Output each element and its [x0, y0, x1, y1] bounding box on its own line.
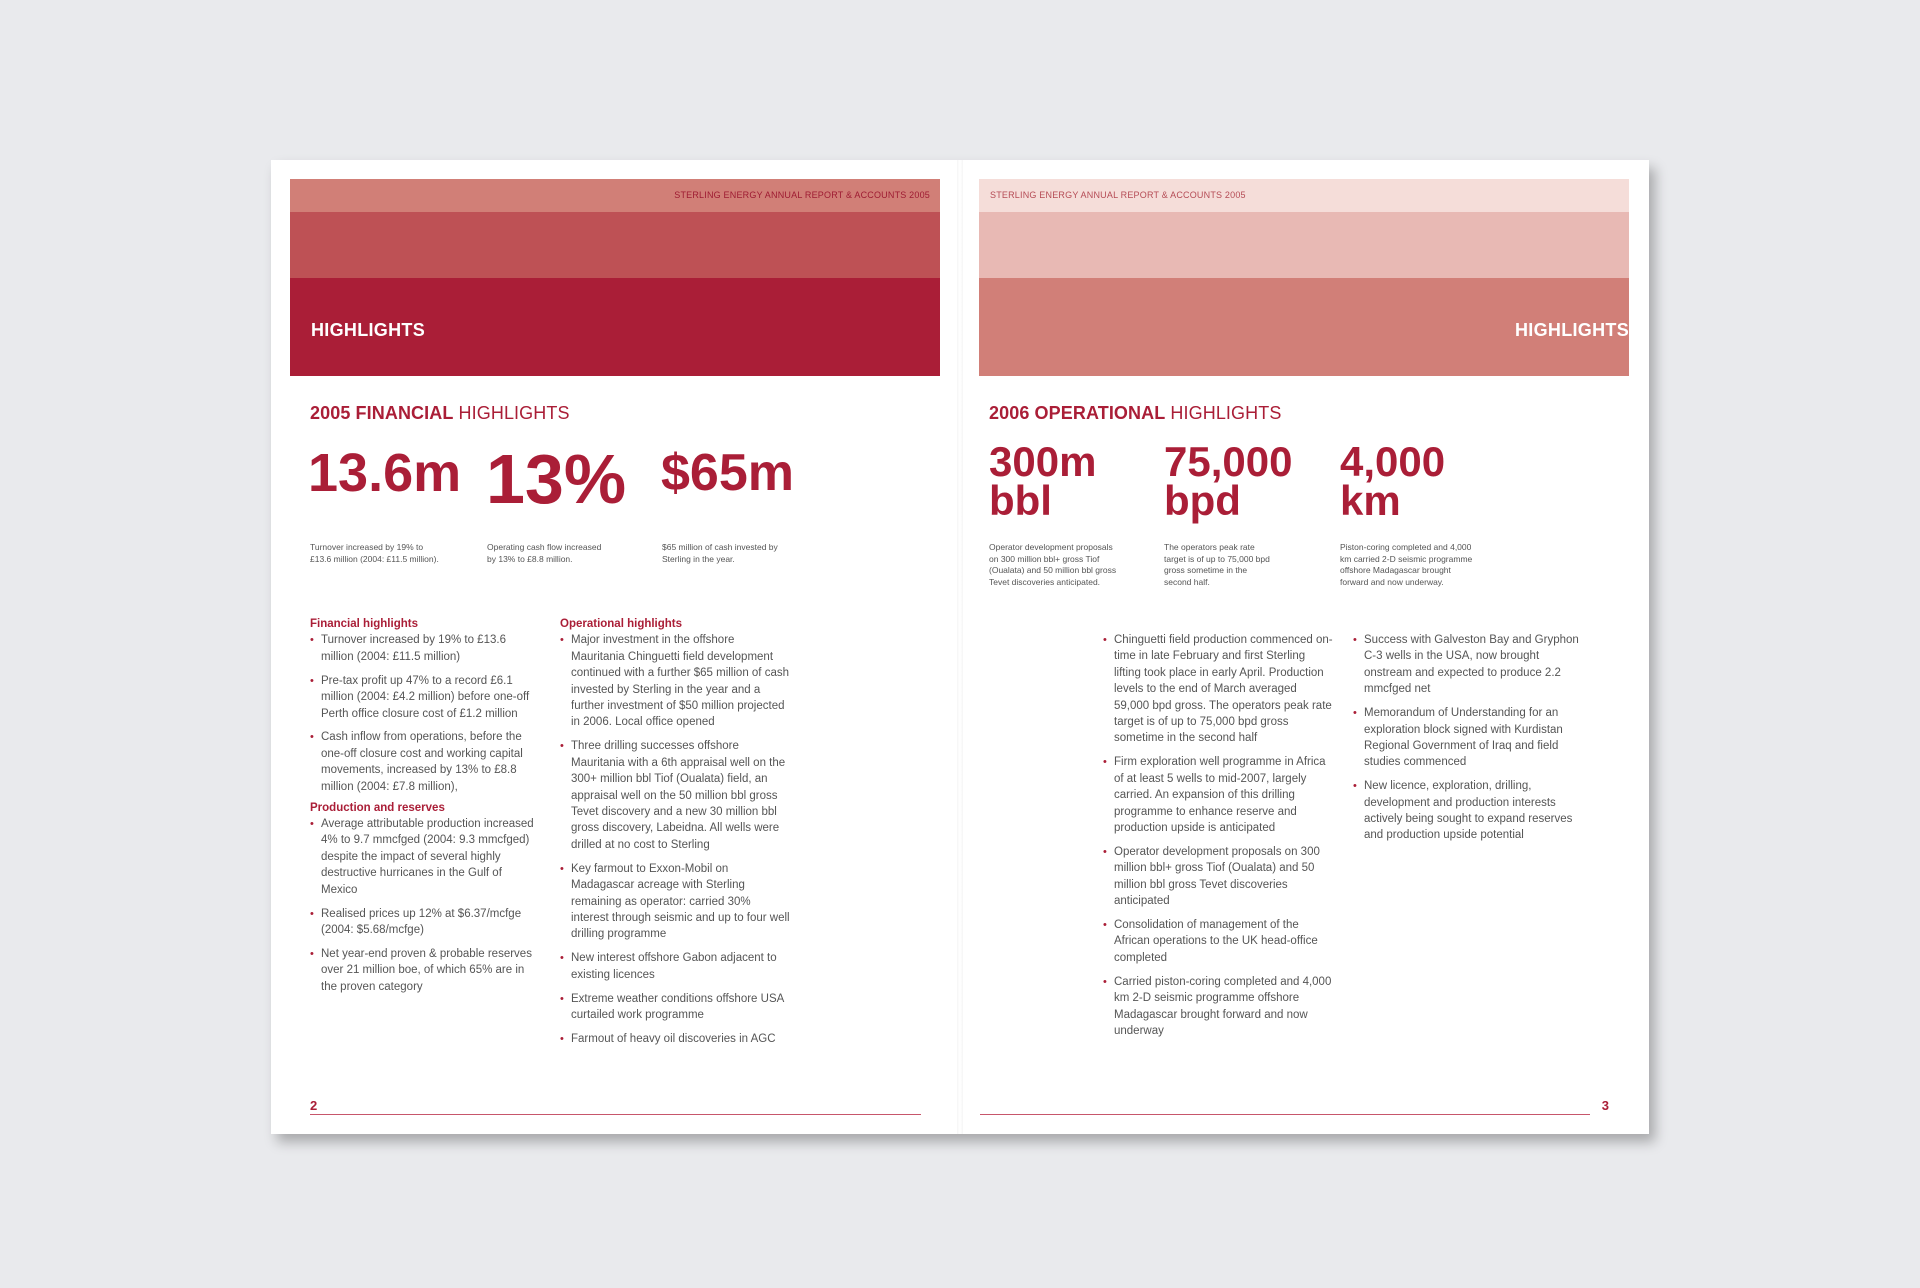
- list-item: • Farmout of heavy oil discoveries in AGC: [560, 1031, 790, 1047]
- stat-caption: Operating cash flow increased by 13% to £8.8 million.: [487, 542, 602, 564]
- list-item: • Net year-end proven & probable reserves over 21 million boe, of which 65% are in the proven category: [310, 946, 540, 995]
- right-page-number: 3: [1601, 1098, 1609, 1113]
- list-item: • New interest offshore Gabon adjacent to existing licences: [560, 950, 790, 983]
- right-stat-peak-rate: [1164, 438, 1293, 587]
- right-column-1: [1103, 632, 1333, 1047]
- left-running-head: STERLING ENERGY ANNUAL REPORT & ACCOUNTS 2005: [674, 190, 930, 200]
- financial-highlights-list: [310, 632, 540, 795]
- stat-caption: Turnover increased by 19% to £13.6 million (2004: £11.5 million).: [310, 542, 439, 564]
- stat-value: 13%: [486, 440, 627, 518]
- list-item: • Three drilling successes offshore Mauritania with a 6th appraisal well on the 300+ million bbl Tiof (Oualata) field, an appraisal well on the 50 million bbl gross Tevet discovery and a new 30 million bbl gross discovery, Labeidna. All wells were drilled at no cost to Sterling: [560, 738, 790, 853]
- left-footer-rule: [310, 1114, 921, 1115]
- financial-highlights-heading: Financial highlights: [310, 618, 418, 630]
- stat-value: 13.6m: [308, 443, 462, 503]
- list-item: • Realised prices up 12% at $6.37/mcfge (2004: $5.68/mcfge): [310, 906, 540, 939]
- list-item: • Turnover increased by 19% to £13.6 million (2004: £11.5 million): [310, 632, 540, 665]
- left-section-title-strong: 2005 FINANCIAL: [310, 403, 454, 423]
- left-page-number: 2: [310, 1098, 318, 1113]
- list-item: • Firm exploration well programme in Africa of at least 5 wells to mid-2007, largely carried. An expansion of this drilling programme to enhance reserve and production upside is anticipated: [1103, 754, 1333, 836]
- stat-caption: Operator development proposals on 300 million bbl+ gross Tiof (Oualata) and 50 million bbl gross Tevet discoveries anticipated.: [989, 542, 1117, 587]
- list-item: • Memorandum of Understanding for an exploration block signed with Kurdistan Regional Government of Iraq and field studies commenced: [1353, 705, 1585, 771]
- list-item: • Consolidation of management of the African operations to the UK head-office completed: [1103, 917, 1333, 966]
- list-item: • Extreme weather conditions offshore USA curtailed work programme: [560, 991, 790, 1024]
- left-stat-turnover: [308, 442, 462, 564]
- right-column-2: [1353, 632, 1585, 851]
- list-item: • Pre-tax profit up 47% to a record £6.1 million (2004: £4.2 million) before one-off Perth office closure cost of £1.2 million: [310, 673, 540, 722]
- right-section-title-light: HIGHLIGHTS: [1170, 403, 1282, 423]
- operational-2006-list-2: [1353, 632, 1585, 844]
- list-item: • Cash inflow from operations, before the one-off closure cost and working capital movements, increased by 13% to £8.8 million (2004: £7.8 million),: [310, 729, 540, 795]
- list-item: • Major investment in the offshore Mauritania Chinguetti field development continued with a further $65 million of cash invested by Sterling in the year and a further investment of $50 million projected in 2006. Local office opened: [560, 632, 790, 730]
- right-stat-reserves: [989, 438, 1117, 587]
- list-item: • Success with Galveston Bay and Gryphon C-3 wells in the USA, now brought onstream and expected to produce 2.2 mmcfged net: [1353, 632, 1585, 698]
- right-page: [960, 160, 1649, 1134]
- left-section-title-light: HIGHLIGHTS: [458, 403, 570, 423]
- right-running-head: STERLING ENERGY ANNUAL REPORT & ACCOUNTS 2005: [990, 190, 1246, 200]
- stat-caption: The operators peak rate target is of up to 75,000 bpd gross sometime in the second half.: [1164, 542, 1270, 587]
- report-spread: [271, 160, 1649, 1134]
- list-item: • Operator development proposals on 300 million bbl+ gross Tiof (Oualata) and 50 million bbl gross Tevet discoveries anticipated: [1103, 844, 1333, 910]
- right-section-title-strong: 2006 OPERATIONAL: [989, 403, 1166, 423]
- left-banner-title: HIGHLIGHTS: [311, 320, 425, 340]
- right-banner-mid: [979, 212, 1629, 278]
- stat-value: $65m: [661, 444, 794, 502]
- operational-2006-list-1: [1103, 632, 1333, 1039]
- left-stat-investment: [661, 442, 794, 564]
- list-item: • Average attributable production increased 4% to 9.7 mmcfged (2004: 9.3 mmcfged) despite the impact of several highly destructive hurricanes in the Gulf of Mexico: [310, 816, 540, 898]
- left-page: [271, 160, 960, 1134]
- stat-caption: Piston-coring completed and 4,000 km carried 2-D seismic programme offshore Madagascar brought forward and now underway.: [1340, 542, 1473, 587]
- list-item: • New licence, exploration, drilling, development and production interests actively being sought to expand reserves and production upside potential: [1353, 778, 1585, 844]
- stat-value: 75,000 bpd: [1164, 438, 1293, 524]
- right-section-title: [989, 403, 1281, 424]
- right-banner-title: HIGHLIGHTS: [1515, 320, 1629, 340]
- list-item: • Carried piston-coring completed and 4,000 km 2-D seismic programme offshore Madagascar brought forward and now underway: [1103, 974, 1333, 1040]
- left-column-operational: [560, 616, 790, 1055]
- list-item: • Chinguetti field production commenced on-time in late February and first Sterling lifting took place in early April. Production levels to the end of March averaged 59,000 bpd gross. The operators peak rate target is of up to 75,000 bpd gross sometime in the second half: [1103, 632, 1333, 747]
- left-banner-mid: [290, 212, 940, 278]
- stat-caption: $65 million of cash invested by Sterling in the year.: [662, 542, 778, 564]
- stat-value: 4,000 km: [1340, 438, 1446, 524]
- right-footer-rule: [980, 1114, 1590, 1115]
- left-section-title: [310, 403, 570, 424]
- stat-value: 300m bbl: [989, 438, 1097, 524]
- spread-gutter: [957, 160, 963, 1134]
- production-reserves-list: [310, 816, 540, 995]
- right-stat-seismic: [1340, 438, 1473, 587]
- left-stat-cash-flow: [486, 440, 627, 564]
- production-reserves-heading: Production and reserves: [310, 801, 445, 814]
- operational-highlights-list: [560, 632, 790, 1047]
- operational-highlights-heading: Operational highlights: [560, 618, 683, 630]
- left-column-financial: [310, 616, 540, 1003]
- list-item: • Key farmout to Exxon-Mobil on Madagascar acreage with Sterling remaining as operator: carried 30% interest through seismic and up to four well drilling programme: [560, 861, 790, 943]
